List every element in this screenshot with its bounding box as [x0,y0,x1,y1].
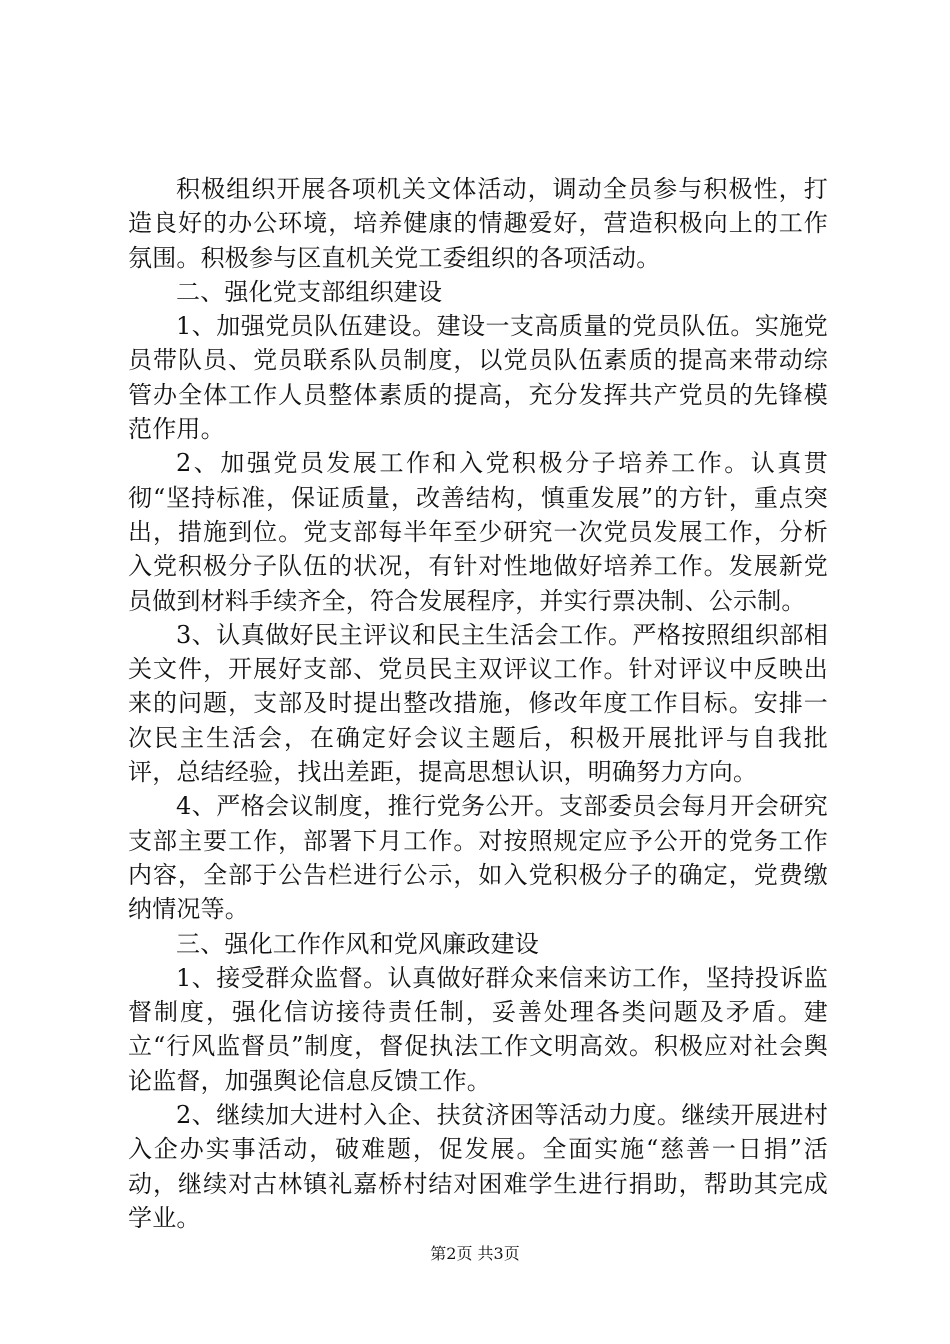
section-heading-party-branch: 二、强化党支部组织建设 [176,277,443,306]
paragraph-democratic-review: 3、认真做好民主评议和民主生活会工作。严格按照组织部相关文件，开展好支部、党员民主双评议工作。针对评议中反映出来的问题，支部及时提出整改措施，修改年度工作目标。安排一次民主生活会，在确定好会议主题后，积极开展批评与自我批评，总结经验，找出差距，提高思想认识，明确努力方向。 [128,620,828,787]
paragraph-poverty-relief: 2、继续加大进村入企、扶贫济困等活动力度。继续开展进村入企办实事活动，破难题，促发展。全面实施“慈善一日捐”活动，继续对古林镇礼嘉桥村结对困难学生进行捐助，帮助其完成学业。 [128,1101,828,1232]
paragraph-public-supervision: 1、接受群众监督。认真做好群众来信来访工作，坚持投诉监督制度，强化信访接待责任制，妥善处理各类问题及矛盾。建立“行风监督员”制度，督促执法工作文明高效。积极应对社会舆论监督，加强舆论信息反馈工作。 [128,963,828,1095]
page-number-footer: 第2页 共3页 [430,1244,520,1263]
paragraph-cultural-activities: 积极组织开展各项机关文体活动，调动全员参与积极性，打造良好的办公环境，培养健康的情趣爱好，营造积极向上的工作氛围。积极参与区直机关党工委组织的各项活动。 [128,175,828,272]
paragraph-member-development: 2、加强党员发展工作和入党积极分子培养工作。认真贯彻“坚持标准，保证质量，改善结构，慎重发展”的方针，重点突出，措施到位。党支部每半年至少研究一次党员发展工作，分析入党积极分子队伍的状况，有针对性地做好培养工作。发展新党员做到材料手续齐全，符合发展程序，并实行票决制、公示制。 [128,449,828,615]
document-body [128,172,828,1235]
section-heading-work-style: 三、强化工作作风和党风廉政建设 [176,929,539,958]
paragraph-meeting-system: 4、严格会议制度，推行党务公开。支部委员会每月开会研究支部主要工作，部署下月工作。对按照规定应予公开的党务工作内容，全部于公告栏进行公示，如入党积极分子的确定，党费缴纳情况等。 [128,792,828,924]
paragraph-member-team: 1、加强党员队伍建设。建设一支高质量的党员队伍。实施党员带队员、党员联系队员制度，以党员队伍素质的提高来带动综管办全体工作人员整体素质的提高，充分发挥共产党员的先锋模范作用。 [128,312,828,444]
